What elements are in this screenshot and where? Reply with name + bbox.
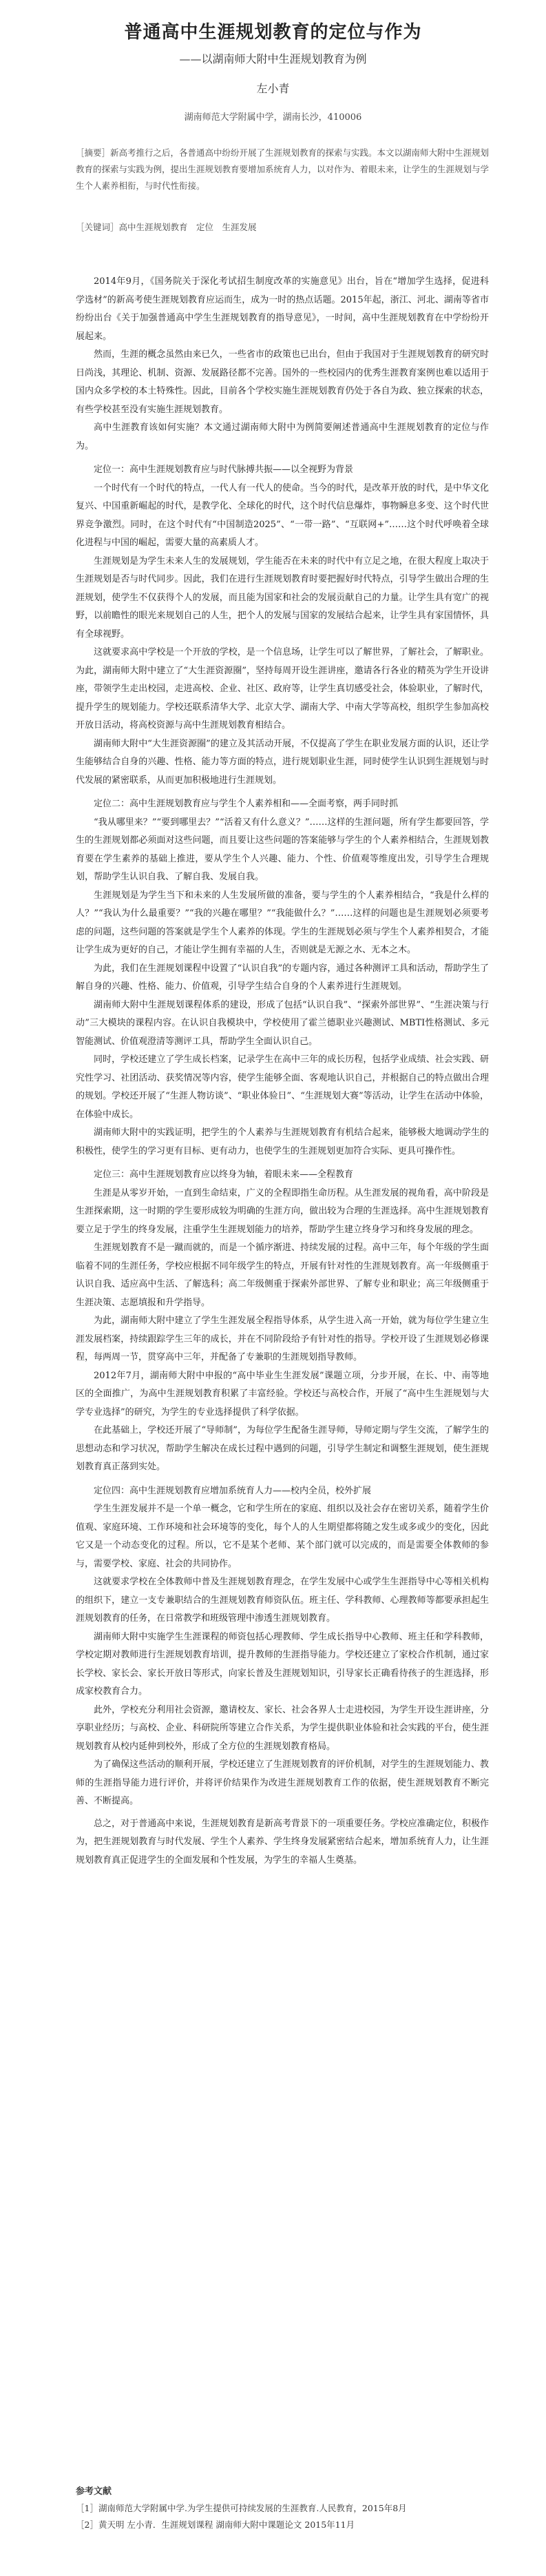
body-paragraph: 湖南师大附中实施学生生涯课程的师资包括心理教师、学生成长指导中心教师、班主任和学科教师，学校定期对教师进行生涯规划教育培训，提升教师的生涯指导能力。学校还建立了家校合作机制，通过家长学校、家长会、家长开放日等形式，向家长普及生涯规划知识，引导家长正确看待孩子的生涯选择，形成家校教育合力。 bbox=[76, 1631, 489, 1697]
body-paragraph: 生涯是从零岁开始，一直到生命结束，广义的全程即指生命历程。从生涯发展的视角看，高中阶段是生涯探索期，这一时期的学生要形成较为明确的生涯方向，做出较为合理的生涯选择。高中生涯规划教育要立足于学生的终身发展，注重学生生涯规划能力的培养，帮助学生建立终身学习和终身发展的理念。 bbox=[76, 1187, 489, 1235]
reference-item: ［1］湖南师范大学附属中学.为学生提供可持续发展的生涯教育.人民教育，2015年8月 bbox=[76, 2503, 407, 2513]
section-heading: 定位四：高中生涯规划教育应增加系统育人力——校内全员，校外扩展 bbox=[94, 1485, 372, 1496]
body-paragraph: 同时，学校还建立了学生成长档案，记录学生在高中三年的成长历程，包括学业成绩、社会实践、研究性学习、社团活动、获奖情况等内容，使学生能够全面、客观地认识自己，并根据自己的特点做出合理的规划。学校还开展了“生涯人物访谈”、“职业体验日”、“生涯规划大赛”等活动，让学生在活动中体验，在体验中成长。 bbox=[76, 1054, 489, 1120]
paper-title: 普通高中生涯规划教育的定位与作为 bbox=[124, 22, 422, 43]
body-paragraph: 生涯规划是为学生未来人生的发展规划，学生能否在未来的时代中有立足之地，在很大程度上取决于生涯规划是否与时代同步。因此，我们在进行生涯规划教育时要把握好时代特点，引导学生做出合理的生涯规划，使学生不仅获得个人的发展，而且能为国家和社会的发展贡献自己的力量。让学生具有宽广的视野，以前瞻性的眼光来规划自己的人生，把个人的发展与国家的发展结合起来，让学生具有家国情怀，具有全球视野。 bbox=[76, 555, 489, 640]
body-paragraph: 这就要求学校在全体教师中普及生涯规划教育理念，在学生发展中心或学生生涯指导中心等相关机构的组织下，建立一支专兼职结合的生涯规划教育师资队伍。班主任、学科教师、心理教师等都要承担起生涯规划教育的任务，在日常教学和班级管理中渗透生涯规划教育。 bbox=[76, 1577, 489, 1624]
body-paragraph: 学生生涯发展并不是一个单一概念，它和学生所在的家庭、组织以及社会存在密切关系，随着学生价值观、家庭环境、工作环境和社会环境等的变化，每个人的人生期望都将随之发生或多或少的变化，因此它又是一个动态变化的过程。所以，它不是某个老师、某个部门就可以完成的，而是需要全体教师的参与，需要学校、家庭、社会的共同协作。 bbox=[76, 1504, 489, 1569]
author-name: 左小青 bbox=[256, 82, 290, 95]
body-paragraph: 湖南师大附中“大生涯资源圈”的建立及其活动开展，不仅提高了学生在职业发展方面的认识，还让学生能够结合自身的兴趣、性格、能力等方面的特点，进行规划职业生涯，同时使学生认识到生涯规划与时代发展的紧密联系，从而更加积极地进行生涯规划。 bbox=[76, 738, 489, 786]
body-paragraph: 2012年7月，湖南师大附中申报的“高中毕业生生涯发展”课题立项，分步开展，在长、中、南等地区的全面推广，为高中生涯规划教育积累了丰富经验。学校还与高校合作，开展了“高中生生涯规划与大学专业选择”的研究，为学生的专业选择提供了科学依据。 bbox=[76, 1370, 489, 1418]
keywords: ［关键词］高中生涯规划教育 定位 生涯发展 bbox=[76, 222, 257, 232]
body-paragraph: 生涯规划是为学生当下和未来的人生发展所做的准备，要与学生的个人素养相结合，“我是什么样的人？”“我认为什么最重要？”“我的兴趣在哪里？”“我能做什么？”……这样的问题也是生涯规划必须要考虑的问题，这些问题的答案就是学生个人素养的体现。学生的生涯规划必须与学生个人素养相契合，才能让学生成为更好的自己，才能让学生拥有幸福的人生，否则就是无源之水、无本之木。 bbox=[76, 890, 489, 955]
section-heading: 定位二：高中生涯规划教育应与学生个人素养相和——全面考察，两手同时抓 bbox=[94, 799, 399, 809]
body-paragraph: 为了确保这些活动的顺利开展，学校还建立了生涯规划教育的评价机制，对学生的生涯规划能力、教师的生涯指导能力进行评价，并将评价结果作为改进生涯规划教育工作的依据，使生涯规划教育不断完善、不断提高。 bbox=[76, 1759, 489, 1806]
body-paragraph: 在此基础上，学校还开展了“导师制”，为每位学生配备生涯导师，导师定期与学生交流，了解学生的思想动态和学习状况，帮助学生解决在成长过程中遇到的问题，引导学生制定和调整生涯规划，使生涯规划教育真正落到实处。 bbox=[76, 1425, 489, 1472]
body-paragraph: 生涯规划教育不是一蹴而就的，而是一个循序渐进、持续发展的过程。高中三年，每个年级的学生面临着不同的生涯任务，学校应根据不同年级学生的特点，开展有针对性的生涯规划教育。高一年级侧重于认识自我、适应高中生活、了解选科；高二年级侧重于探索外部世界、了解专业和职业；高三年级侧重于生涯决策、志愿填报和升学指导。 bbox=[76, 1243, 489, 1308]
body-paragraph: 总之，对于普通高中来说，生涯规划教育是新高考背景下的一项重要任务。学校应准确定位，积极作为，把生涯规划教育与时代发展、学生个人素养、学生终身发展紧密结合起来，增加系统育人力，让生涯规划教育真正促进学生的全面发展和个性发展，为学生的幸福人生奠基。 bbox=[76, 1818, 489, 1865]
section-heading: 定位三：高中生涯规划教育应以终身为轴，着眼未来——全程教育 bbox=[94, 1169, 354, 1180]
body-paragraph: 为此，湖南师大附中建立了学生生涯发展全程指导体系，从学生进入高一开始，就为每位学生建立生涯发展档案，持续跟踪学生三年的成长，并在不同阶段给予有针对性的指导。学校开设了生涯规划必修课程，每两周一节，贯穿高中三年，并配备了专兼职的生涯规划指导教师。 bbox=[76, 1316, 489, 1362]
reference-item: ［2］黄天明 左小青．生涯规划课程 湖南师大附中课题论文 2015年11月 bbox=[76, 2519, 355, 2530]
reference-list bbox=[76, 2500, 489, 2533]
references bbox=[76, 2484, 489, 2533]
title-block bbox=[0, 18, 546, 123]
abstract: ［摘要］新高考推行之后，各普通高中纷纷开展了生涯规划教育的探索与实践。本文以湖南师大附中生涯规划教育的探索与实践为例，提出生涯规划教育要增加系统育人力，以对作为、着眼未来，让学生的生涯规划与学生个人素养相衔，与时代性衔接。 bbox=[76, 147, 490, 191]
section-heading: 定位一：高中生涯规划教育应与时代脉搏共振——以全视野为背景 bbox=[94, 464, 354, 475]
body-paragraph: 此外，学校充分利用社会资源，邀请校友、家长、社会各界人士走进校园，为学生开设生涯讲座，分享职业经历；与高校、企业、科研院所等建立合作关系，为学生提供职业体验和社会实践的平台，使生涯规划教育从校内延伸到校外，形成了全方位的生涯规划教育格局。 bbox=[76, 1704, 489, 1752]
body-paragraph: 湖南师大附中生涯规划课程体系的建设，形成了包括“认识自我”、“探索外部世界”、“生涯决策与行动”三大模块的课程内容。在认识自我模块中，学校使用了霍兰德职业兴趣测试、MBTI性格测试、多元智能测试、价值观澄清等测评工具，帮助学生全面认识自己。 bbox=[76, 999, 489, 1047]
body-paragraph: 高中生涯教育该如何实施？本文通过湖南师大附中为例简要阐述普通高中生涯规划教育的定位与作为。 bbox=[76, 422, 489, 451]
body-paragraph: “我从哪里来？”“要到哪里去？”“活着又有什么意义？”……这样的生涯问题，所有学生都要回答，学生的生涯规划都必须面对这些问题，而且要让这些问题的答案能够与学生的个人素养相结合，生涯规划教育要在学生素养的基础上推进，要从学生个人兴趣、能力、个性、价值观等维度出发，引导学生合理规划，帮助学生认识自我、了解自我、发展自我。 bbox=[76, 817, 489, 882]
body-paragraph: 这就要求高中学校是一个开放的学校，是一个信息场，让学生可以了解世界，了解社会，了解职业。为此，湖南师大附中建立了“大生涯资源圈”，坚持每周开设生涯讲座，邀请各行各业的精英为学生开设讲座，带领学生走出校园，走进高校、企业、社区、政府等，让学生真切感受社会，体验职业，了解时代，提升学生的规划能力。学校还联系清华大学、北京大学、湖南大学、中南大学等高校，组织学生参加高校开放日活动，将高校资源与高中生涯规划教育相结合。 bbox=[76, 647, 489, 730]
body-paragraph: 湖南师大附中的实践证明，把学生的个人素养与生涯规划教育有机结合起来，能够极大地调动学生的积极性，使学生的学习更有目标、更有动力，也使学生的生涯规划更加符合实际、更具可操作性。 bbox=[76, 1127, 489, 1156]
body-paragraph: 为此，我们在生涯规划课程中设置了“认识自我”的专题内容，通过各种测评工具和活动，帮助学生了解自身的兴趣、性格、能力、价值观，引导学生结合自身的个人素养进行生涯规划。 bbox=[76, 963, 489, 992]
body-paragraph: 2014年9月，《国务院关于深化考试招生制度改革的实施意见》出台，旨在“增加学生选择，促进科学选材”的新高考使生涯规划教育应运而生，成为一时的热点话题。2015年起，浙江、河北、湖南等省市纷纷出台《关于加强普通高中学生生涯规划教育的指导意见》，一时间，高中生涯规划教育在中学纷纷开展起来。 bbox=[76, 276, 489, 342]
author-affiliation: 湖南师范大学附属中学，湖南长沙，410006 bbox=[184, 112, 362, 123]
references-title: 参考文献 bbox=[76, 2486, 112, 2497]
body-paragraph: 一个时代有一个时代的特点，一代人有一代人的使命。当今的时代，是改革开放的时代，是中华文化复兴、中国重新崛起的时代，是教学化、全球化的时代，这个时代信息爆炸，事物瞬息多变、这个时代世界竞争激烈。同时，在这个时代有“中国制造2025”、“一带一路”、“互联网+”……这个时代呼唤着全球化进程与中国的崛起，需要大量的高素质人才。 bbox=[76, 482, 489, 548]
body-paragraph: 然而，生涯的概念虽然由来已久，一些省市的政策也已出台，但由于我国对于生涯规划教育的研究时日尚浅，其理论、机制、资源、发展路径都不完善。国外的一些校园内的优秀生涯教育案例也难以适用于国内众多学校的本土特殊性。因此，目前各个学校实施生涯规划教育仍处于各自为政、独立探索的状态，有些学校甚至没有实施生涯规划教育。 bbox=[76, 349, 489, 415]
paper-subtitle: ——以湖南师大附中生涯规划教育为例 bbox=[179, 52, 367, 65]
body-text bbox=[76, 273, 489, 1870]
